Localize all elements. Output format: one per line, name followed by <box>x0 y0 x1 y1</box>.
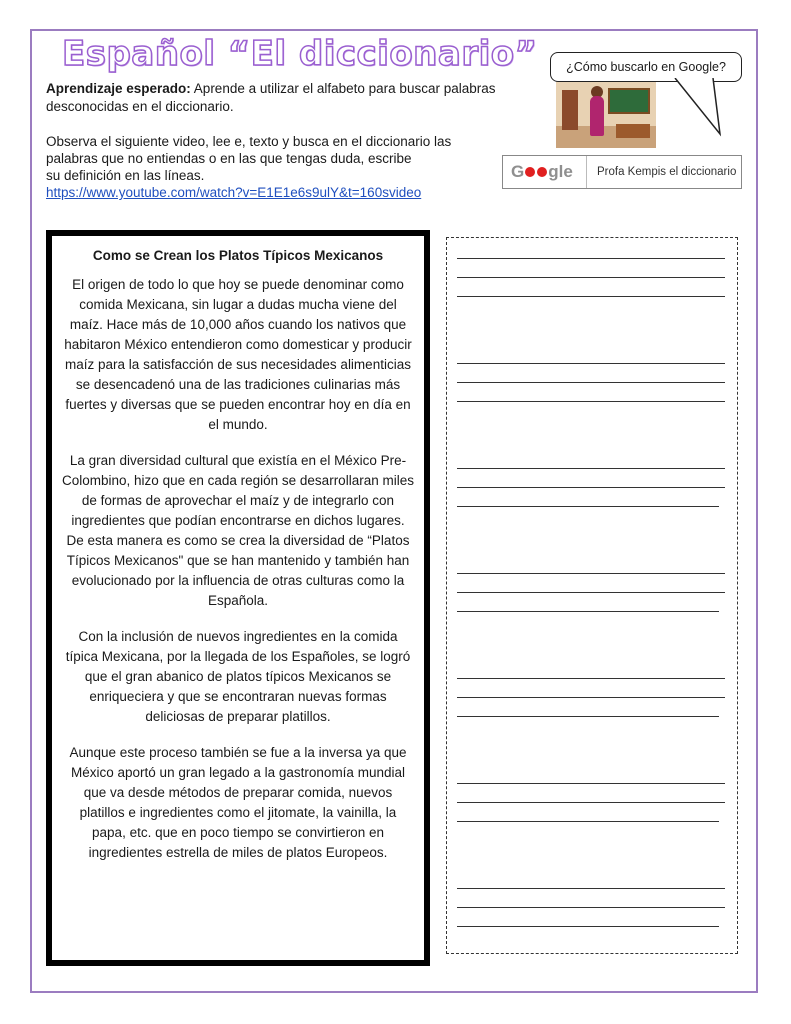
reading-paragraph: Aunque este proceso también se fue a la inversa ya que México aportó un gran legado a la gastronomía mundial que va desde métodos de preparar comida, nuevos platillos e ingredientes como el jitomate, la vainilla, la papa, etc. que en poco tiempo se convirtieron en ingredientes estrella de miles de platos Europeos. <box>69 745 407 860</box>
learning-text: Aprende a utilizar el alfabeto para buscar palabras desconocidas en el diccionario. <box>46 81 496 114</box>
teacher-avatar <box>590 96 604 136</box>
reading-box <box>46 230 430 966</box>
google-logo: G gle <box>503 156 587 188</box>
writing-line[interactable] <box>457 716 719 717</box>
writing-line[interactable] <box>457 296 725 297</box>
reading-paragraph: La gran diversidad cultural que existía en el México Pre-Colombino, hizo que en cada región se desarrollaran miles de formas de aprovechar el maíz y de integrarlo con ingredientes que podían encontrarse en dichos lugares. De esta manera es como se crea la diversidad de “Platos Típicos Mexicanos" que se han mantenido y también han evolucionado por la influencia de otras culturas como la Española. <box>62 453 414 608</box>
learning-objective <box>46 80 501 116</box>
writing-line[interactable] <box>457 783 725 784</box>
instructions-text: Observa el siguiente video, lee e, texto y busca en el diccionario las palabras que no entiendas o en las que tengas duda, escribe <box>46 134 452 166</box>
writing-line[interactable] <box>457 697 725 698</box>
search-query: Profa Kempis el diccionario <box>597 166 737 178</box>
speech-bubble: ¿Cómo buscarlo en Google? <box>550 52 742 82</box>
writing-line[interactable] <box>457 277 725 278</box>
desk-icon <box>616 124 650 138</box>
instructions <box>46 133 524 201</box>
writing-line[interactable] <box>457 802 725 803</box>
speech-bubble-tail <box>665 78 735 138</box>
google-search-bar[interactable] <box>502 155 742 189</box>
writing-line[interactable] <box>457 363 725 364</box>
page-title: Español “El diccionario” <box>62 34 538 74</box>
definition-lines-box <box>446 237 738 954</box>
writing-line[interactable] <box>457 926 719 927</box>
writing-line[interactable] <box>457 611 719 612</box>
writing-line[interactable] <box>457 821 719 822</box>
chalkboard-icon <box>608 88 650 114</box>
writing-line[interactable] <box>457 382 725 383</box>
teacher-classroom-image <box>556 82 656 148</box>
reading-paragraph: El origen de todo lo que hoy se puede denominar como comida Mexicana, sin lugar a dudas mucha viene del maíz. Hace más de 10,000 años cuando los nativos que habitaron México entendieron como domesticar y producir maíz para la satisfacción de sus necesidades alimenticias se desencadenó una de las tradiciones culinarias más fuertes y diversas que se pueden encontrar hoy en día en el mundo. <box>64 277 412 432</box>
writing-line[interactable] <box>457 487 725 488</box>
writing-line[interactable] <box>457 506 719 507</box>
writing-line[interactable] <box>457 907 725 908</box>
learning-label: Aprendizaje esperado: <box>46 81 191 96</box>
video-link[interactable]: https://www.youtube.com/watch?v=E1E1e6s9ulY&t=160svideo <box>46 185 422 200</box>
instructions-text-2: su definición en las líneas. <box>46 168 205 183</box>
writing-line[interactable] <box>457 888 725 889</box>
writing-line[interactable] <box>457 401 725 402</box>
reading-paragraph: Con la inclusión de nuevos ingredientes en la comida típica Mexicana, por la llegada de los Españoles, se logró que el gran abanico de platos típicos Mexicanos se enriqueciera y que se encontraran nuevas formas deliciosas de preparar platillos. <box>65 629 411 724</box>
reading-title: Como se Crean los Platos Típicos Mexicanos <box>92 248 384 263</box>
writing-line[interactable] <box>457 573 725 574</box>
bookshelf-icon <box>562 90 578 130</box>
writing-line[interactable] <box>457 678 725 679</box>
writing-line[interactable] <box>457 258 725 259</box>
writing-line[interactable] <box>457 468 725 469</box>
writing-line[interactable] <box>457 592 725 593</box>
